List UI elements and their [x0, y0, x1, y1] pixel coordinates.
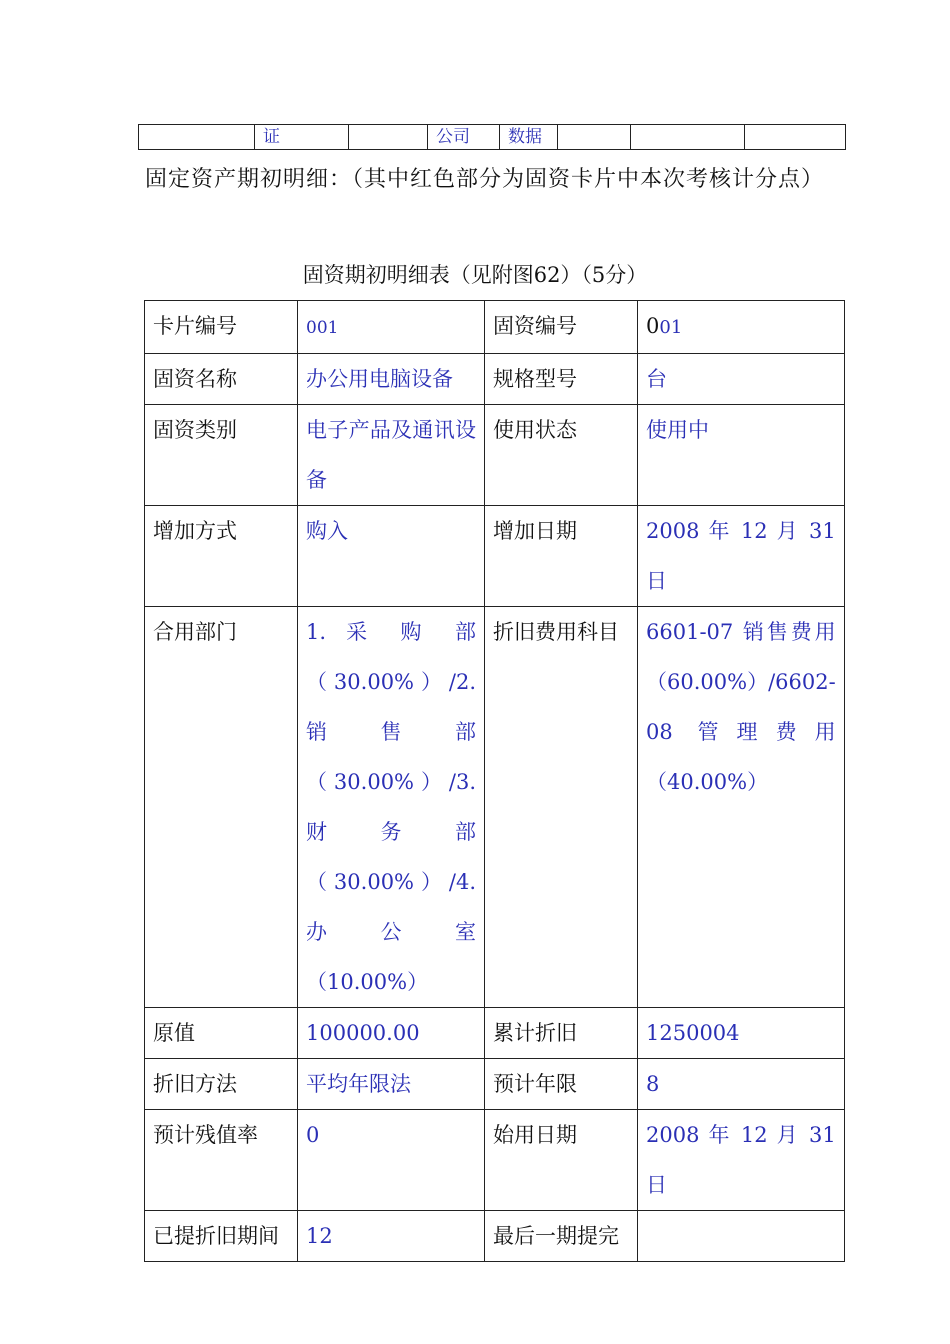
field-label: 固资类别: [145, 405, 298, 506]
table-cell: 数据: [500, 125, 558, 150]
table-row: [145, 607, 845, 1008]
field-value: [298, 301, 485, 354]
field-value: 使用中: [638, 405, 845, 506]
field-value: [638, 301, 845, 354]
field-label: 最后一期提完: [485, 1211, 638, 1262]
table-cell: [745, 125, 846, 150]
table-cell: 公司: [428, 125, 500, 150]
field-label: 规格型号: [485, 354, 638, 405]
asset-detail-table: [144, 300, 845, 1262]
field-label: 增加日期: [485, 506, 638, 607]
table-cell: [558, 125, 631, 150]
field-value: 办公用电脑设备: [298, 354, 485, 405]
field-label: 卡片编号: [145, 301, 298, 354]
table-row: [145, 1110, 845, 1211]
field-value: 2008 年 12 月 31 日: [638, 506, 845, 607]
table-row: [145, 354, 845, 405]
field-label: 增加方式: [145, 506, 298, 607]
field-value: 1. 采 购 部（30.00%）/2.销售部（30.00%）/3.财务部（30.00%）/4.办公室（10.00%）: [298, 607, 485, 1008]
field-label: 折旧方法: [145, 1059, 298, 1110]
field-value: 0: [298, 1110, 485, 1211]
table-row: [145, 1211, 845, 1262]
field-value: 台: [638, 354, 845, 405]
table-row: [145, 506, 845, 607]
field-value: 6601-07 销售费用（60.00%）/6602-08 管理费用（40.00%）: [638, 607, 845, 1008]
field-value: 8: [638, 1059, 845, 1110]
table-row: [139, 125, 846, 150]
table-title: 固资期初明细表（见附图62）（5分）: [302, 263, 648, 287]
table-row: [145, 405, 845, 506]
field-value: 2008 年 12 月 31 日: [638, 1110, 845, 1211]
field-label: 合用部门: [145, 607, 298, 1008]
table-cell: [349, 125, 428, 150]
field-label: 累计折旧: [485, 1008, 638, 1059]
field-label: 原值: [145, 1008, 298, 1059]
field-value: 1250004: [638, 1008, 845, 1059]
field-value: 12: [298, 1211, 485, 1262]
asset-number-value: 01: [659, 317, 683, 338]
field-value: 平均年限法: [298, 1059, 485, 1110]
field-label: 已提折旧期间: [145, 1211, 298, 1262]
table-row: [145, 1008, 845, 1059]
field-value: 电子产品及通讯设备: [298, 405, 485, 506]
table-cell: [139, 125, 255, 150]
field-label: 使用状态: [485, 405, 638, 506]
table-row: [145, 1059, 845, 1110]
field-label: 预计残值率: [145, 1110, 298, 1211]
field-label: 预计年限: [485, 1059, 638, 1110]
asset-number-prefix: 0: [646, 314, 660, 338]
field-value: 100000.00: [298, 1008, 485, 1059]
field-label: 固资名称: [145, 354, 298, 405]
top-partial-table: [138, 124, 846, 150]
field-label: 折旧费用科目: [485, 607, 638, 1008]
field-value: [638, 1211, 845, 1262]
field-label: 始用日期: [485, 1110, 638, 1211]
table-cell: [631, 125, 745, 150]
table-row: [145, 301, 845, 354]
card-number-value: 001: [306, 318, 339, 338]
field-value: 购入: [298, 506, 485, 607]
intro-paragraph: 固定资产期初明细：（其中红色部分为固资卡片中本次考核计分点）: [145, 167, 825, 192]
table-cell: 证: [255, 125, 349, 150]
field-label: 固资编号: [485, 301, 638, 354]
